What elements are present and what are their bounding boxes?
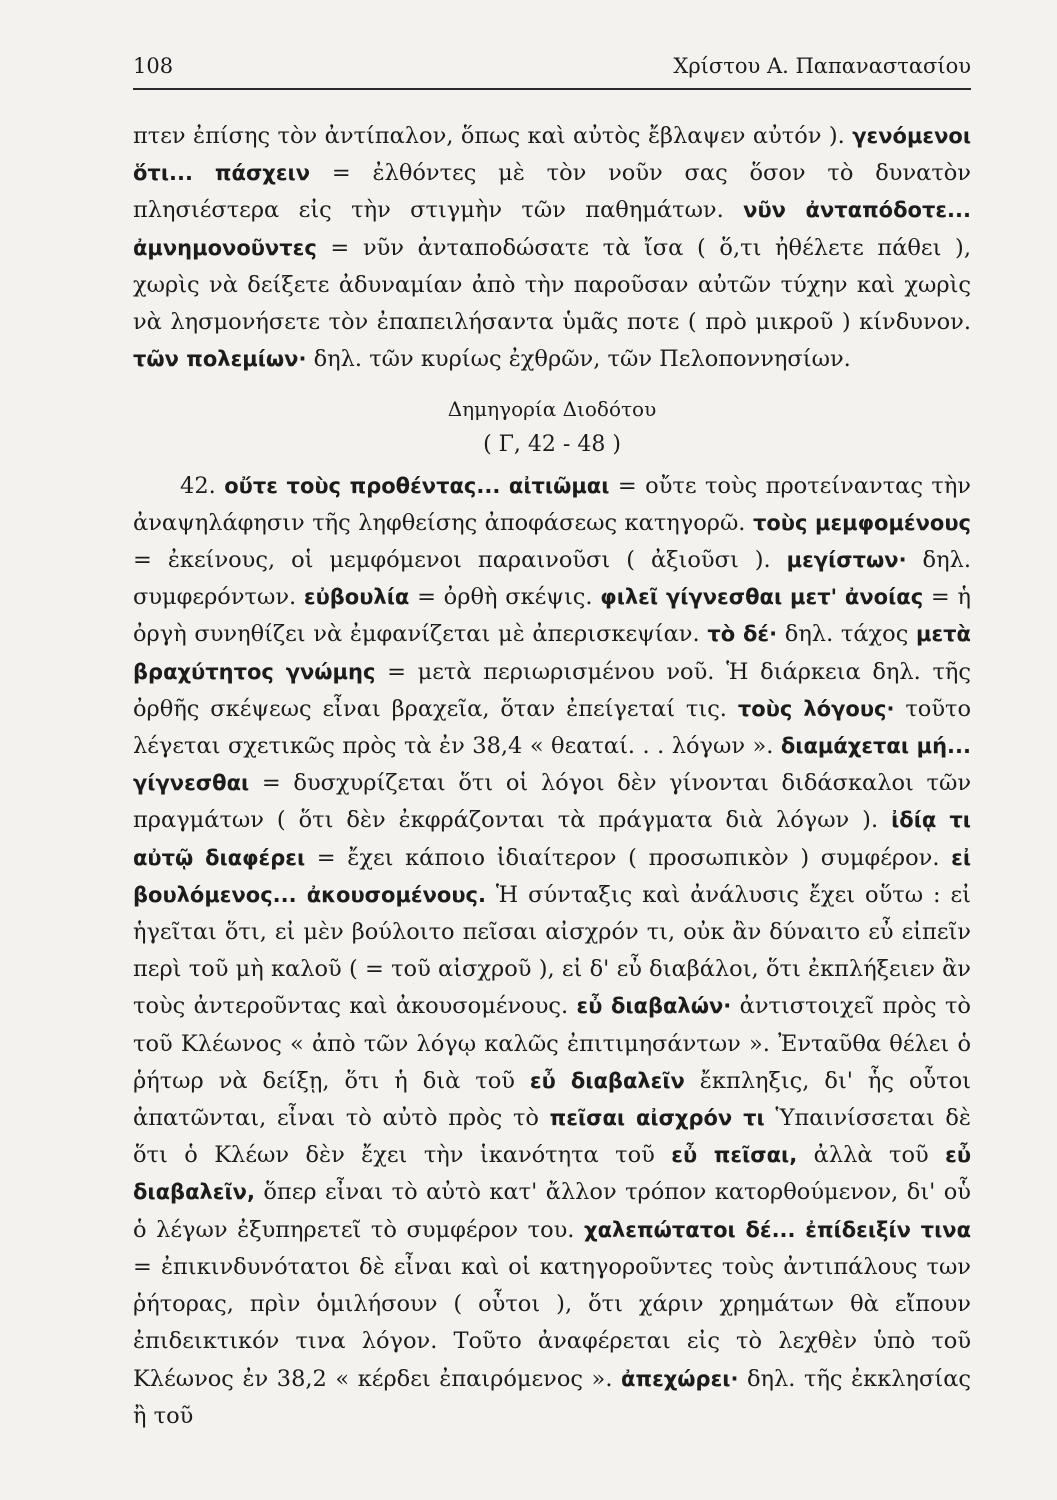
page-number: 108 xyxy=(133,54,174,78)
commentary-text: ἔκπληξις, δι' ἧς οὗτοι ἀπατῶνται, εἶναι τὸ αὐτὸ πρὸς τὸ xyxy=(133,1067,971,1132)
lemma: νῦν ἀνταπόδοτε... ἀμνημονοῦντες xyxy=(133,198,971,260)
commentary-text: δηλ. τῶν κυρίως ἐχθρῶν, τῶν Πελοποννησίων. xyxy=(306,346,851,373)
lemma: εὐβουλία xyxy=(303,585,410,610)
commentary-text: = μετὰ περιωρισμένου νοῦ. Ἡ διάρκεια δηλ. τῆς ὀρθῆς σκέψεως εἶναι βραχεῖα, ὅταν ἐπείγεταί τις. xyxy=(133,658,972,722)
commentary-text: ἀντιστοιχεῖ πρὸς τὸ τοῦ Κλέωνος « ἀπὸ τῶν λόγῳ καλῶς ἐπιτιμησάντων ». Ἐνταῦθα θέλει ὁ ῥήτωρ νὰ δείξῃ, ὅτι ἡ διὰ τοῦ xyxy=(133,993,971,1094)
lemma: τῶν πολεμίων· xyxy=(133,347,307,372)
commentary-text: = ὀρθὴ σκέψις. xyxy=(409,584,601,611)
lemma: γενόμενοι ὅτι... πάσχειν xyxy=(133,124,971,186)
commentary-text: Ὑπαινίσσεται δὲ ὅτι ὁ Κλέων δὲν ἔχει τὴν ἱκανότητα τοῦ xyxy=(133,1105,971,1169)
lemma: τοὺς λόγους· xyxy=(737,696,895,721)
commentary-text: δηλ. συμφερόντων. xyxy=(133,547,971,611)
page-body xyxy=(133,118,971,1435)
commentary-text: δηλ. τάχος xyxy=(777,621,917,648)
commentary-text: = οὔτε τοὺς προτείναντας τὴν ἀναψηλάφησιν τῆς ληφθείσης ἀποφάσεως κατηγορῶ. xyxy=(133,472,971,536)
commentary-text: = δυσχυρίζεται ὅτι οἱ λόγοι δὲν γίνονται διδάσκαλοι τῶν πραγμάτων ( ὅτι δὲν ἐκφράζονται τὰ πράγματα διὰ λόγων ). xyxy=(133,770,971,834)
commentary-text: = ἡ ὀργὴ συνηθίζει νὰ ἐμφανίζεται μὲ ἀπερισκεψίαν. xyxy=(133,584,971,648)
lemma: εὖ διαβαλεῖν xyxy=(529,1068,685,1093)
commentary-text: = ἐκείνους, οἱ μεμφόμενοι παραινοῦσι ( ἀξιοῦσι ). xyxy=(133,547,787,574)
lemma: πεῖσαι αἰσχρόν τι xyxy=(549,1106,765,1131)
paragraph-commentary-42 xyxy=(133,468,971,1435)
section-heading: Δημηγορία Διοδότου xyxy=(447,397,657,422)
commentary-text: = ἐλθόντες μὲ τὸν νοῦν σας ὅσον τὸ δυνατὸν πλησιέστερα εἰς τὴν στιγμὴν τῶν παθημάτων. xyxy=(133,160,971,224)
commentary-text: = ἐπικινδυνότατοι δὲ εἶναι καὶ οἱ κατηγοροῦντες τοὺς ἀντιπάλους των ῥήτορας, πρὶν ὁμιλήσουν ( οὗτοι ), ὅτι χάριν χρημάτων θὰ εἴπουν ἐπιδεικτικόν τινα λόγον. Τοῦτο ἀναφέρεται εἰς τὸ λεχθὲν ὑπὸ τοῦ Κλέωνος ἐν 38,2 « κέρδει ἐπαιρόμενος ». xyxy=(133,1253,971,1392)
commentary-text: = ἔχει κάποιο ἰδιαίτερον ( προσωπικὸν ) συμφέρον. xyxy=(305,844,952,871)
lemma: μετὰ βραχύτητος γνώμης xyxy=(133,622,971,684)
page-header xyxy=(133,54,971,90)
commentary-text: Ἡ σύνταξις καὶ ἀνάλυσις ἔχει οὕτω : εἰ ἡγεῖται ὅτι, εἰ μὲν βούλοιτο πεῖσαι αἰσχρόν τι, οὐκ ἂν δύναιτο εὖ εἰπεῖν περὶ τοῦ μὴ καλοῦ ( = τοῦ αἰσχροῦ ), εἰ δ' εὖ διαβάλοι, ὅτι ἐκπλήξειεν ἂν τοὺς ἀντεροῦντας καὶ ἀκουσομένους. xyxy=(133,881,972,1020)
commentary-text: ἀλλὰ τοῦ xyxy=(797,1142,946,1169)
commentary-text: τοῦτο λέγεται σχετικῶς πρὸς τὰ ἐν 38,4 « θεαταί. . . λόγων ». xyxy=(133,695,971,760)
lemma: ἰδίᾳ τι αὐτῷ διαφέρει xyxy=(133,808,971,870)
lemma: χαλεπώτατοι δέ... ἐπίδειξίν τινα xyxy=(584,1217,971,1242)
lemma: διαμάχεται μή... γίγνεσθαι xyxy=(133,734,971,796)
lemma: οὔτε τοὺς προθέντας... αἰτιῶμαι xyxy=(224,473,610,498)
lemma: εὖ διαβαλών· xyxy=(576,994,732,1019)
commentary-text: = νῦν ἀνταποδώσατε τὰ ἴσα ( ὅ,τι ἠθέλετε πάθει ), χωρὶς νὰ δείξετε ἀδυναμίαν ἀπὸ τὴν παροῦσαν αὐτῶν τύχην καὶ χωρὶς νὰ λησμονήσετε τὸν ἐπαπειλήσαντα ὑμᾶς ποτε ( πρὸ μικροῦ ) κίνδυνον. xyxy=(133,234,971,336)
lemma: φιλεῖ γίγνεσθαι μετ' ἀνοίας xyxy=(600,585,924,610)
section-range: ( Γ, 42 - 48 ) xyxy=(483,432,621,458)
lemma: μεγίστων· xyxy=(786,548,907,573)
commentary-text: πτεν ἐπίσης τὸν ἀντίπαλον, ὅπως καὶ αὐτὸς ἔβλαψεν αὐτόν ). xyxy=(133,123,853,149)
lemma: τὸ δέ· xyxy=(707,622,778,647)
lemma: εὖ διαβαλεῖν, xyxy=(133,1143,971,1205)
running-title: Χρίστου Α. Παπαναστασίου xyxy=(673,54,971,78)
commentary-text: ὅπερ εἶναι τὸ αὐτὸ κατ' ἄλλον τρόπον κατορθούμενον, δι' οὗ ὁ λέγων ἐξυπηρετεῖ τὸ συμφέρον του. xyxy=(133,1179,971,1243)
lemma: ἀπεχώρει· xyxy=(621,1366,739,1391)
lemma: τοὺς μεμφομένους xyxy=(752,510,971,535)
commentary-text: δηλ. τῆς ἐκκλησίας ἢ τοῦ xyxy=(133,1365,971,1429)
lemma: εἰ βουλόμενος... ἀκουσομένους. xyxy=(133,845,971,907)
paragraph-continuation xyxy=(133,118,971,378)
commentary-text: 42. xyxy=(180,472,225,499)
lemma: εὖ πεῖσαι, xyxy=(671,1143,798,1168)
